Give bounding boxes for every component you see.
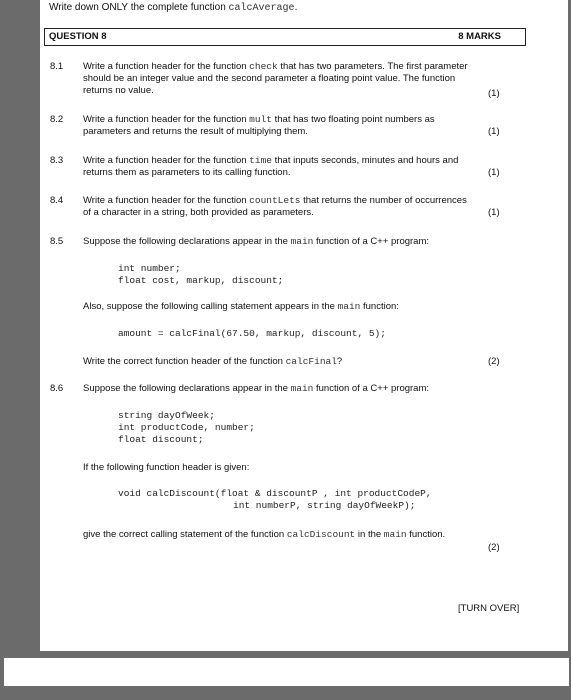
q8-5-ask-end: ? xyxy=(336,356,343,367)
q8-2-code: mult xyxy=(249,114,272,125)
q8-2-mark: (1) xyxy=(488,126,500,137)
q8-4-line1 xyxy=(83,195,523,207)
q8-6-give-code: calcDiscount xyxy=(286,529,356,540)
q8-4-line2: of a character in a string, both provided as parameters. xyxy=(83,207,314,218)
q8-6-give-end: function. xyxy=(406,529,446,540)
q8-3-text-end: that inputs seconds, minutes and hours and xyxy=(271,155,459,166)
q8-6-header-line2: int numberP, string dayOfWeekP); xyxy=(233,500,416,511)
q8-5-code-line2: float cost, markup, discount; xyxy=(118,275,284,286)
q8-6-give-text: give the correct calling statement of the function xyxy=(83,529,287,540)
q8-2-number: 8.2 xyxy=(50,114,64,125)
q8-6-mark: (2) xyxy=(488,542,500,553)
q8-3-line1 xyxy=(83,155,523,167)
q8-6-number: 8.6 xyxy=(50,383,64,394)
intro-period: . xyxy=(294,2,298,13)
q8-6-text-end: function of a C++ program: xyxy=(313,383,430,394)
question-title: QUESTION 8 xyxy=(49,31,107,42)
q8-6-code-line3: float discount; xyxy=(118,434,204,445)
q8-6-code-line1: string dayOfWeek; xyxy=(118,410,215,421)
q8-3-text: Write a function header for the function xyxy=(83,155,250,166)
q8-5-call-statement: amount = calcFinal(67.50, markup, discount, 5); xyxy=(118,328,386,339)
intro-text: Write down ONLY the complete function xyxy=(49,2,229,13)
q8-5-mark: (2) xyxy=(488,356,500,367)
q8-4-code: countLets xyxy=(249,195,301,206)
q8-6-text: Suppose the following declarations appear in the xyxy=(83,383,291,394)
q8-5-number: 8.5 xyxy=(50,236,64,247)
q8-2-text: Write a function header for the function xyxy=(83,114,250,125)
q8-5-also-code: main xyxy=(337,301,361,312)
q8-5-also xyxy=(83,301,523,313)
q8-1-text-end: that has two parameters. The first parameter xyxy=(277,61,468,72)
q8-5-text: Suppose the following declarations appear in the xyxy=(83,236,291,247)
q8-3-number: 8.3 xyxy=(50,155,64,166)
question-header-box xyxy=(44,28,526,46)
q8-2-text-end: that has two floating point numbers as xyxy=(271,114,435,125)
q8-3-mark: (1) xyxy=(488,167,500,178)
q8-1-line1 xyxy=(83,61,523,73)
question-marks: 8 MARKS xyxy=(458,31,501,42)
q8-5-also-text: Also, suppose the following calling statement appears in the xyxy=(83,301,338,312)
q8-6-code: main xyxy=(290,383,314,394)
intro-instruction xyxy=(49,2,297,14)
next-page-strip xyxy=(4,658,569,686)
q8-1-mark: (1) xyxy=(488,88,500,99)
q8-5-ask-code: calcFinal xyxy=(285,356,337,367)
q8-1-line3: returns no value. xyxy=(83,85,154,96)
q8-5-code-line1: int number; xyxy=(118,263,181,274)
q8-4-mark: (1) xyxy=(488,207,500,218)
q8-6-header-line1: void calcDiscount(float & discountP , int productCodeP, xyxy=(118,488,432,499)
q8-4-text-end: that returns the number of occurrences xyxy=(300,195,467,206)
q8-4-number: 8.4 xyxy=(50,195,64,206)
q8-6-line1 xyxy=(83,383,523,395)
q8-5-ask-text: Write the correct function header of the function xyxy=(83,356,286,367)
q8-2-line1 xyxy=(83,114,523,126)
q8-4-text: Write a function header for the function xyxy=(83,195,250,206)
q8-5-line1 xyxy=(83,236,523,248)
q8-5-also-end: function: xyxy=(360,301,399,312)
q8-5-text-end: function of a C++ program: xyxy=(313,236,430,247)
q8-5-code: main xyxy=(290,236,314,247)
q8-6-code-line2: int productCode, number; xyxy=(118,422,255,433)
intro-code: calcAverage xyxy=(228,3,295,14)
q8-2-line2: parameters and returns the result of multiplying them. xyxy=(83,126,308,137)
q8-6-give-code2: main xyxy=(383,529,407,540)
q8-1-number: 8.1 xyxy=(50,61,64,72)
q8-5-ask xyxy=(83,356,523,368)
q8-1-line2: should be an integer value and the second parameter a floating point value. The function xyxy=(83,73,456,84)
q8-6-give-mid: in the xyxy=(355,529,384,540)
q8-6-give xyxy=(83,529,523,541)
q8-3-code: time xyxy=(249,155,272,166)
turn-over-label: [TURN OVER] xyxy=(458,603,520,614)
q8-3-line2: returns them as parameters to its calling function. xyxy=(83,167,291,178)
q8-1-code: check xyxy=(249,61,278,72)
q8-1-text: Write a function header for the function xyxy=(83,61,250,72)
q8-6-if-text: If the following function header is given: xyxy=(83,462,250,473)
